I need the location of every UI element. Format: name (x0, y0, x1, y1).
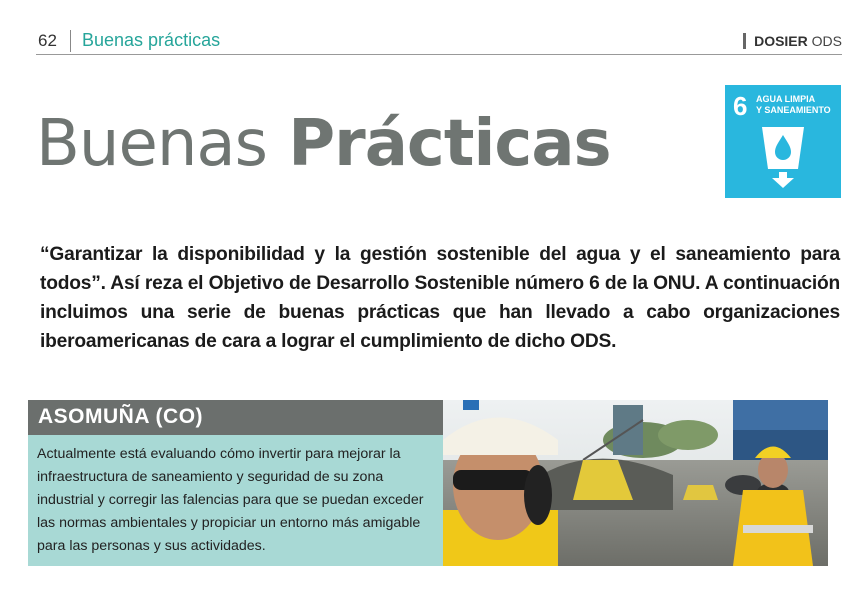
sdg-label-line2: Y SANEAMIENTO (756, 105, 831, 115)
section-label: Buenas prácticas (82, 30, 221, 50)
card-title: ASOMUÑA (CO) (38, 405, 204, 428)
card-text: Actualmente está evaluando cómo invertir para mejorar la infraestructura de saneamiento y seguridad de su zona industrial y corregir las falencias para que se puedan exceder las normas ambientales y propiciar un entorno más amigable para las personas y sus actividades. (37, 446, 424, 554)
industrial-site-photo (443, 400, 828, 566)
sdg-label-line1: AGUA LIMPIA (756, 94, 816, 104)
card-body (28, 435, 443, 566)
sdg-number: 6 (733, 91, 748, 121)
page-title (36, 107, 611, 181)
title-light: Buenas (36, 107, 267, 181)
sdg-badge (725, 85, 841, 198)
dosier-bold: DOSIER (754, 33, 808, 49)
dosier-tag (743, 33, 842, 49)
card-header (28, 400, 443, 435)
header-rule (36, 54, 842, 55)
practice-card (28, 400, 828, 566)
header-divider (70, 30, 71, 52)
title-bold: Prácticas (288, 107, 611, 181)
dosier-rest: ODS (811, 33, 842, 49)
intro-paragraph: “Garantizar la disponibilidad y la gestión sostenible del agua y el saneamiento para todos”. Así reza el Objetivo de Desarrollo Sostenible número 6 de la ONU. A continuación incluimos una serie de buenas prácticas que han llevado a cabo organizaciones iberoamericanas de cara a lograr el cumplimiento de dicho ODS. (40, 244, 840, 352)
page-number: 62 (38, 31, 57, 50)
water-glass-drop-icon (758, 125, 808, 189)
page-header (0, 0, 868, 60)
sdg-label (756, 94, 836, 116)
